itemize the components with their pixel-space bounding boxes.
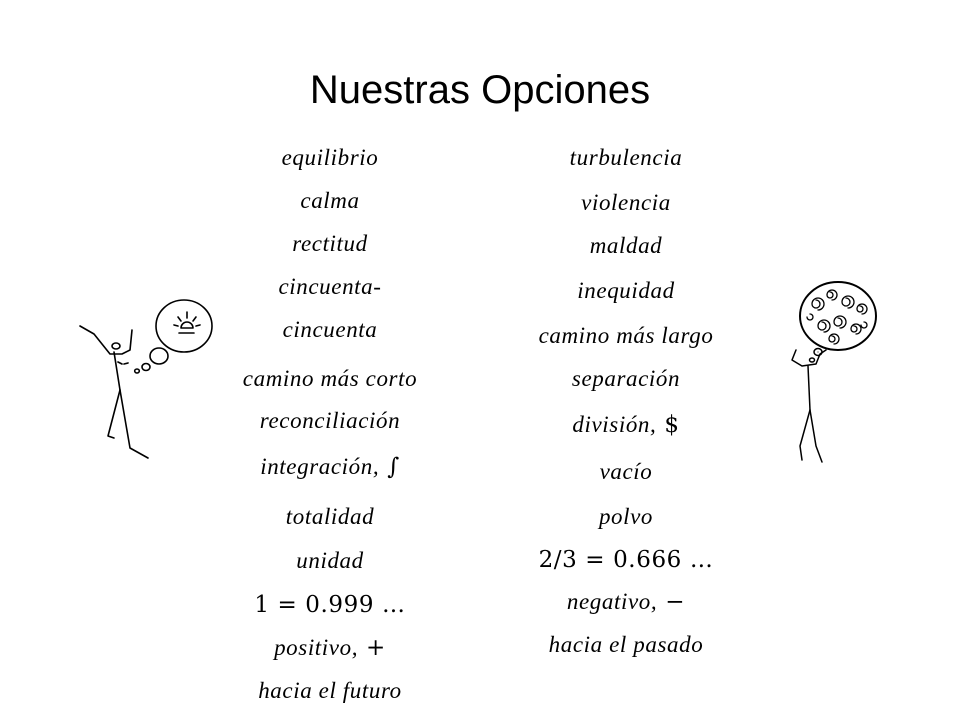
stick-figure-confused-icon — [772, 270, 902, 470]
list-item: división, $ — [572, 412, 680, 438]
sun-icon — [174, 312, 200, 333]
list-item: camino más largo — [538, 323, 714, 348]
list-item: equilibrio — [281, 145, 379, 170]
list-item: calma — [300, 188, 360, 213]
list-item: cincuenta- — [278, 274, 382, 299]
list-item: positivo, + — [274, 635, 386, 661]
list-item: violencia — [581, 190, 671, 215]
list-item: cincuenta — [282, 317, 378, 342]
list-item: totalidad — [285, 504, 375, 529]
stick-figure-bright-idea-icon — [64, 290, 224, 470]
list-item: hacia el pasado — [548, 632, 704, 657]
spiral-scribble-icon — [807, 290, 867, 344]
list-item: turbulencia — [569, 145, 683, 170]
list-item: camino más corto — [242, 366, 418, 391]
list-item: hacia el futuro — [258, 678, 402, 703]
list-item: vacío — [599, 459, 653, 484]
integral-symbol: ∫ — [387, 454, 400, 480]
list-item: 1 = 0.999 … — [254, 592, 406, 618]
list-item: rectitud — [292, 231, 368, 256]
list-item: inequidad — [577, 278, 675, 303]
plus-symbol: + — [366, 635, 386, 661]
list-item: 2/3 = 0.666 … — [538, 547, 714, 573]
list-item: polvo — [598, 504, 654, 529]
dollar-symbol: $ — [664, 412, 680, 438]
list-item: separación — [571, 366, 681, 391]
list-item: maldad — [589, 233, 663, 258]
head — [112, 343, 120, 349]
list-item: unidad — [296, 548, 364, 573]
list-item: integración, ∫ — [260, 454, 400, 480]
list-item: negativo, − — [566, 589, 686, 615]
slide-title: Nuestras Opciones — [309, 68, 651, 112]
thought-bubble — [156, 300, 212, 352]
list-item: reconciliación — [259, 408, 401, 433]
minus-symbol: − — [665, 589, 686, 615]
